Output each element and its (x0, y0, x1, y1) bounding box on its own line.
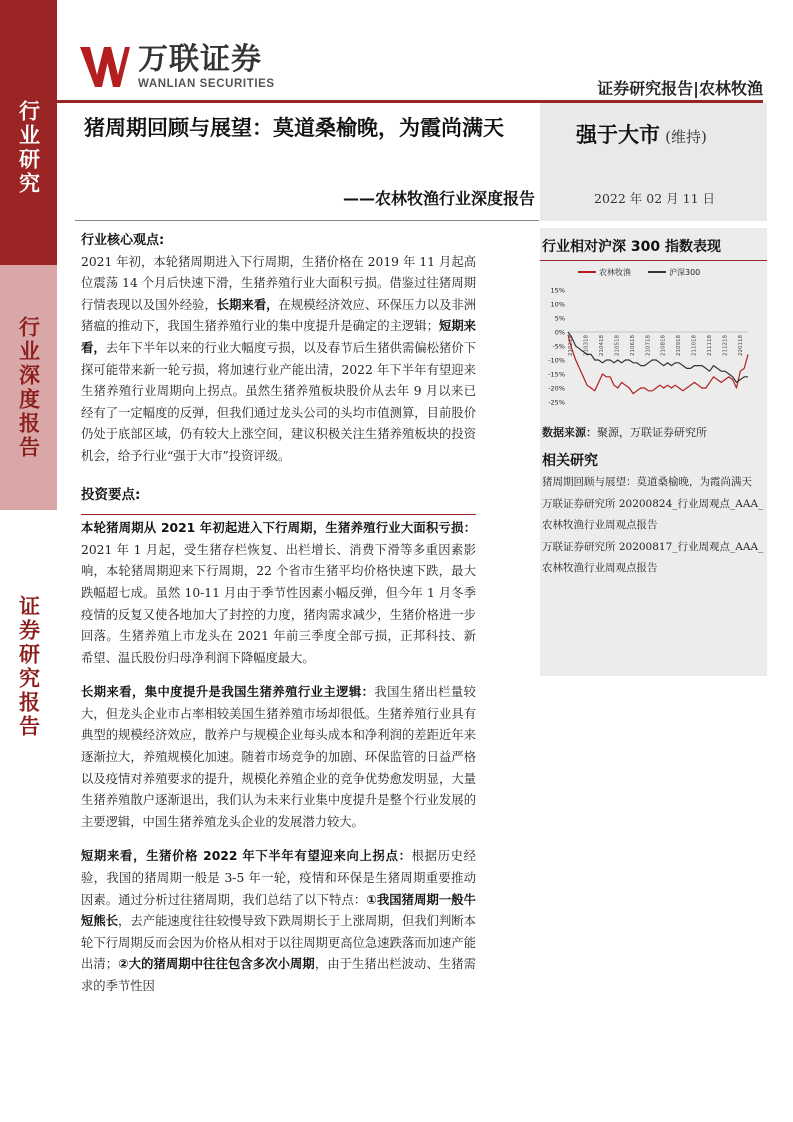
x-tick-label: 211118 (707, 335, 714, 356)
point-3-label: 短期来看，生猪价格 2022 年下半年有望迎来向上拐点： (81, 849, 412, 864)
related-item[interactable]: 万联证券研究所 20200824_行业周观点_AAA_农林牧渔行业周观点报告 (542, 497, 764, 531)
brand-name-en: WANLIAN SECURITIES (138, 78, 275, 90)
feature-2-text: ，由于生猪出栏波动、生猪需求的季节性因 (81, 957, 476, 993)
side-label-industry-depth: 行业深度报告 (16, 315, 41, 460)
brand-logo (80, 44, 275, 90)
investment-point-1 (81, 518, 476, 669)
data-source-label: 数据来源： (542, 426, 597, 439)
data-source (542, 424, 707, 440)
perf-divider (540, 260, 767, 261)
x-tick-label: 220118 (738, 335, 744, 356)
point-1-text: 2021 年 1 月起，受生猪存栏恢复、出栏增长、消费下滑等多重因素影响，本轮猪周期迎来下行周期，22 个省市生猪平均价格快速下跌，最大跌幅超七成。虽然 10-11 月由于季节性因素小幅反弹，但今年 1 月冬季疫情的反复又使各地加大了封控的力度，猪肉需求减少，生猪价格进一步回落。生猪养殖上市龙头在 2021 年前三季度全部亏损，正邦科技、新希望、温氏股份归母净利润下降幅度最大。 (81, 542, 476, 665)
perf-chart-title: 行业相对沪深 300 指数表现 (542, 239, 721, 255)
side-label-industry-research: 行业研究 (16, 99, 41, 196)
x-tick-label: 210618 (629, 335, 636, 356)
core-view-long-text: 在规模经济效应、环保压力以及非洲猪瘟的推动下，我国生猪养殖行业的集中度提升是确定的主逻辑； (81, 297, 476, 334)
investment-point-2 (81, 682, 476, 833)
rating (576, 119, 707, 149)
feature-1-label: ①我国猪周期一般牛短熊长 (81, 892, 476, 929)
report-subtitle: ——农林牧渔行业深度报告 (342, 189, 535, 208)
feature-2-label: ②大的猪周期中往往包含多次小周期 (118, 957, 315, 972)
x-tick-label: 211218 (722, 335, 729, 356)
main-content (81, 230, 476, 998)
side-label-securities-report: 证券研究报告 (16, 595, 41, 739)
core-view-heading: 行业核心观点: (81, 233, 165, 248)
y-tick-label: -5% (552, 342, 565, 351)
side-tab-industry-research (0, 0, 57, 265)
investment-heading: 投资要点: (81, 486, 141, 503)
feature-1-text: ，去产能速度往往较慢导致下跌周期长于上涨周期，但我们判断本轮下行周期反而会因为价格从相对于以往周期更高位急速跌落而加速产能出清； (81, 914, 476, 972)
side-tab-securities-report (0, 595, 57, 739)
point-3-text: 根据历史经验，我国的猪周期一般是 3-5 年一轮，疫情和环保是生猪周期重要推动因素。通过分析过往猪周期，我们总结了以下特点： (81, 849, 476, 907)
wanlian-logo-icon (80, 45, 130, 89)
investment-point-3 (81, 846, 476, 997)
y-tick-label: -10% (548, 356, 565, 365)
core-view-short-label: 短期来看， (81, 319, 476, 355)
y-tick-label: 15% (550, 286, 565, 295)
x-tick-label: 210918 (676, 335, 683, 356)
x-tick-label: 210518 (614, 335, 621, 356)
related-research-list (542, 472, 764, 580)
point-2-label: 长期来看，集中度提升是我国生猪养殖行业主逻辑： (81, 685, 375, 700)
point-2-text: 我国生猪出栏量较大，但龙头企业市占率相较美国生猪养殖市场却很低。生猪养殖行业具有典型的规模经济效应，散养户与规模企业每头成本和净利润的差距近年来逐渐拉大，养殖规模化加速。随着市场竞争的加剧、环保监管的日益严格以及疫情对养殖要求的提升，规模化养殖企业的竞争优势愈发明显，大量生猪养殖散户逐渐退出，我们认为未来行业集中度提升是整个行业发展的主要逻辑，中国生猪养殖龙头企业的发展潜力较大。 (81, 685, 476, 829)
related-research-title: 相关研究 (542, 453, 598, 469)
report-date: 2022 年 02 月 11 日 (594, 191, 715, 206)
rating-panel (540, 103, 767, 221)
report-category: 证券研究报告|农林牧渔 (597, 79, 763, 98)
y-tick-label: 5% (554, 314, 565, 323)
x-tick-label: 210818 (660, 335, 667, 356)
report-title: 猪周期回顾与展望：莫道桑榆晚，为霞尚满天 (84, 116, 504, 140)
investment-divider (81, 514, 476, 515)
x-tick-label: 210218 (568, 335, 574, 356)
side-tab-industry-depth (0, 265, 57, 510)
y-tick-label: -20% (548, 384, 565, 393)
core-view-intro: 2021 年初，本轮猪周期进入下行周期，生猪价格在 2019 年 11 月起高位震荡 14 个月后快速下滑，生猪养殖行业大面积亏损。借鉴过往猪周期行情表现以及国外经验， (81, 254, 476, 312)
series-line (568, 332, 748, 382)
data-source-text: 聚源，万联证券研究所 (597, 426, 707, 439)
brand-name-cn: 万联证券 (138, 42, 262, 77)
x-tick-label: 210718 (645, 335, 652, 356)
x-tick-label: 210318 (583, 335, 590, 356)
y-tick-label: -15% (548, 370, 565, 379)
title-divider (75, 220, 539, 221)
point-1-label: 本轮猪周期从 2021 年初起进入下行周期，生猪养殖行业大面积亏损： (81, 521, 476, 536)
rating-value: 强于大市 (576, 123, 660, 147)
legend-label: 农林牧渔 (599, 268, 631, 277)
side-strip (0, 0, 57, 1122)
rating-note: (维持) (665, 128, 707, 146)
core-view-paragraph (81, 252, 476, 468)
x-tick-label: 210418 (598, 335, 605, 356)
legend-label: 沪深300 (669, 268, 701, 277)
x-tick-label: 211018 (691, 335, 698, 356)
relative-performance-chart (540, 262, 767, 422)
y-tick-label: 10% (550, 300, 565, 309)
related-item[interactable]: 猪周期回顾与展望：莫道桑榆晚，为霞尚满天 (542, 476, 752, 488)
core-view-short-text: 去年下半年以来的行业大幅度亏损，以及春节后生猪供需偏松猪价下探可能带来新一轮亏损，将加速行业产能出清，2022 年下半年有望迎来生猪养殖行业周期向上拐点。虽然生猪养殖板块股价从去年 9 月以来已经有了一定幅度的反弹，但我们通过龙头公司的头均市值测算，目前股价仍处于底部区域，仍有较大上涨空间，建议积极关注生猪养殖板块的投资机会，给予行业“强于大市”投资评级。 (81, 340, 476, 463)
performance-panel (540, 228, 767, 676)
y-tick-label: -25% (548, 398, 565, 407)
related-item[interactable]: 万联证券研究所 20200817_行业周观点_AAA_农林牧渔行业周观点报告 (542, 540, 764, 574)
y-tick-label: 0% (554, 328, 565, 337)
series-line (568, 335, 748, 394)
core-view-long-label: 长期来看， (216, 297, 279, 312)
